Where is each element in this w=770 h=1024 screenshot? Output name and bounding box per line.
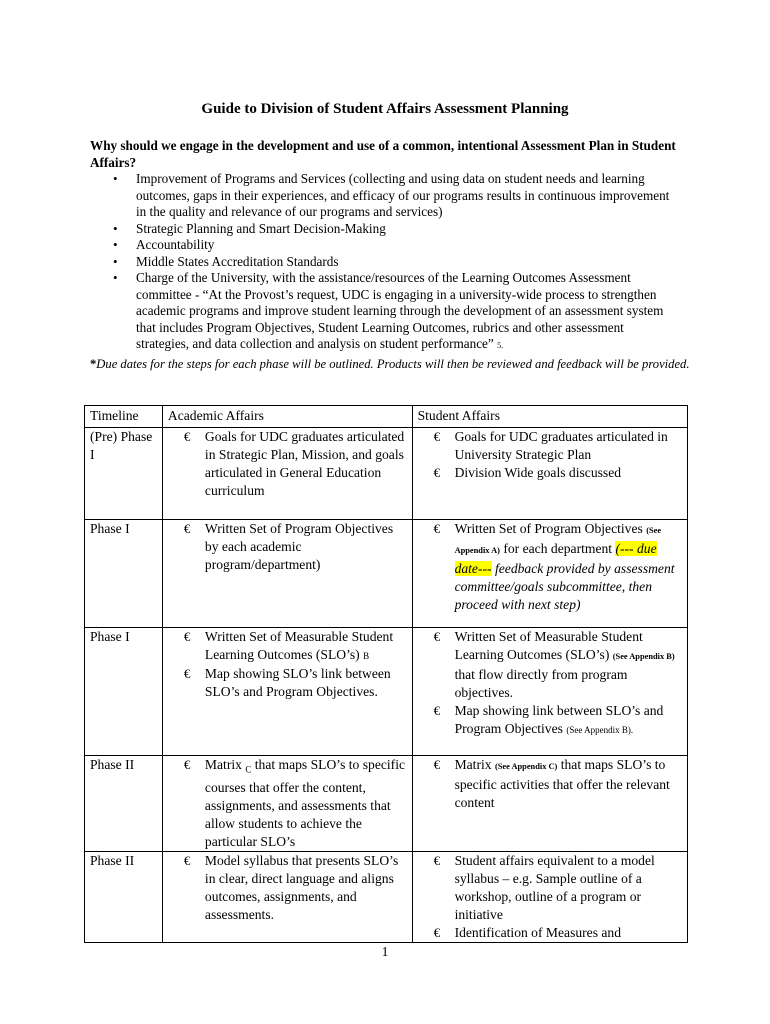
euro-bullet-icon: € xyxy=(183,429,191,444)
list-item: € Map showing SLO’s link between SLO’s and Program Objectives. xyxy=(183,666,391,699)
academic-cell xyxy=(162,756,412,852)
student-cell xyxy=(412,756,687,852)
list-item: € Written Set of Measurable Student Learning Outcomes (SLO’s) (See Appendix B) that flow directly from program objectives. xyxy=(433,629,675,700)
appendix-ref: C xyxy=(245,764,252,775)
list-item: € Goals for UDC graduates articulated in University Strategic Plan xyxy=(433,429,668,462)
due-date-highlight: (--- due date--- xyxy=(454,541,657,576)
bullet-icon: • xyxy=(113,253,118,269)
list-item: € Written Set of Program Objectives by each academic program/department) xyxy=(183,521,394,572)
academic-cell xyxy=(162,628,412,756)
euro-bullet-icon: € xyxy=(183,521,191,536)
due-dates-note: *Due dates for the steps for each phase will be outlined. Products will then be reviewed and feedback will be provided. xyxy=(90,357,690,371)
appendix-ref: B xyxy=(363,651,370,661)
list-item: • Charge of the University, with the assistance/resources of the Learning Outcomes Assessment committee - “At the Provost’s request, UDC is engaging in a university-wide process to strengthen academic programs and improve student learning through the development of an assessment system that includes Program Objectives, Student Learning Outcomes, rubrics and other assessment strategies, and data collection and analysis on student performance” 5. xyxy=(113,270,664,351)
table-row xyxy=(85,520,688,628)
list-item: € Matrix $_C$ that maps SLO’s to specific courses that offer the content, assignments, and assessments that allow students to achieve the particular SLO’s xyxy=(183,757,406,849)
reasons-list xyxy=(113,171,673,355)
euro-bullet-icon: € xyxy=(433,924,441,940)
list-item: • Accountability xyxy=(113,237,215,252)
list-item: € Model syllabus that presents SLO’s in clear, direct language and aligns outcomes, assignments, and assessments. xyxy=(183,852,399,922)
assessment-plan-table xyxy=(84,405,688,943)
appendix-ref: (See Appendix B) xyxy=(612,652,675,661)
timeline-cell: Phase I xyxy=(85,628,163,756)
euro-bullet-icon: € xyxy=(433,703,441,718)
euro-bullet-icon: € xyxy=(183,852,191,868)
table-row xyxy=(85,851,688,942)
list-item: € Student affairs equivalent to a model syllabus – e.g. Sample outline of a workshop, outline of a program or initiative xyxy=(433,852,655,922)
list-item: € Matrix (See Appendix C) that maps SLO’s to specific activities that offer the relevant content xyxy=(433,757,670,810)
appendix-ref: (See Appendix C) xyxy=(494,762,558,771)
student-cell xyxy=(412,520,687,628)
euro-bullet-icon: € xyxy=(433,465,441,480)
bullet-icon: • xyxy=(113,237,118,252)
page-number: 1 xyxy=(381,944,389,959)
euro-bullet-icon: € xyxy=(433,521,441,536)
list-item: • Improvement of Programs and Services (collecting and using data on student needs and learning outcomes, gaps in their experiences, and efficacy of our programs results in continuous improvement in the quality and relevance of our programs and services) xyxy=(113,171,670,219)
footnote-ref: 5. xyxy=(497,341,504,350)
table-header-row xyxy=(85,406,688,428)
list-item: € Written Set of Program Objectives (See Appendix A) for each department (--- due date--- feedback provided by assessment committee/goals subcommittee, then proceed with next step) xyxy=(433,521,675,612)
euro-bullet-icon: € xyxy=(433,629,441,644)
timeline-cell: (Pre) Phase I xyxy=(85,428,163,520)
table-row xyxy=(85,756,688,852)
bullet-icon: • xyxy=(113,171,118,186)
euro-bullet-icon: € xyxy=(183,629,191,644)
section-question: Why should we engage in the development and use of a common, intentional Assessment Plan in Student Affairs? xyxy=(90,138,676,170)
list-item: € Map showing link between SLO’s and Program Objectives (See Appendix B). xyxy=(433,703,664,736)
euro-bullet-icon: € xyxy=(433,852,441,868)
bullet-icon: • xyxy=(113,270,118,285)
academic-cell xyxy=(162,428,412,520)
table-row xyxy=(85,628,688,756)
timeline-cell: Phase II xyxy=(85,851,163,942)
euro-bullet-icon: € xyxy=(433,429,441,444)
table-row xyxy=(85,428,688,520)
appendix-ref: (See Appendix A) xyxy=(454,526,662,555)
timeline-cell: Phase II xyxy=(85,756,163,852)
academic-cell xyxy=(162,851,412,942)
list-item: € Division Wide goals discussed xyxy=(433,465,622,480)
euro-bullet-icon: € xyxy=(183,666,191,681)
appendix-ref: (See Appendix B). xyxy=(566,725,634,735)
header-timeline: Timeline xyxy=(85,406,163,428)
list-item: € Goals for UDC graduates articulated in Strategic Plan, Mission, and goals articulated in General Education curriculum xyxy=(183,429,405,498)
student-cell xyxy=(412,851,687,942)
bullet-icon: • xyxy=(113,220,118,236)
academic-cell xyxy=(162,520,412,628)
euro-bullet-icon: € xyxy=(433,757,441,772)
list-item: € Identification of Measures and xyxy=(433,924,622,940)
student-cell xyxy=(412,428,687,520)
timeline-cell: Phase I xyxy=(85,520,163,628)
student-cell xyxy=(412,628,687,756)
list-item: • Strategic Planning and Smart Decision-Making xyxy=(113,220,386,236)
header-student-affairs: Student Affairs xyxy=(412,406,687,428)
euro-bullet-icon: € xyxy=(183,757,191,772)
list-item: • Middle States Accreditation Standards xyxy=(113,253,339,269)
document-title: Guide to Division of Student Affairs Assessment Planning xyxy=(201,101,569,117)
header-academic-affairs: Academic Affairs xyxy=(162,406,412,428)
list-item: € Written Set of Measurable Student Learning Outcomes (SLO’s) B xyxy=(183,629,394,662)
